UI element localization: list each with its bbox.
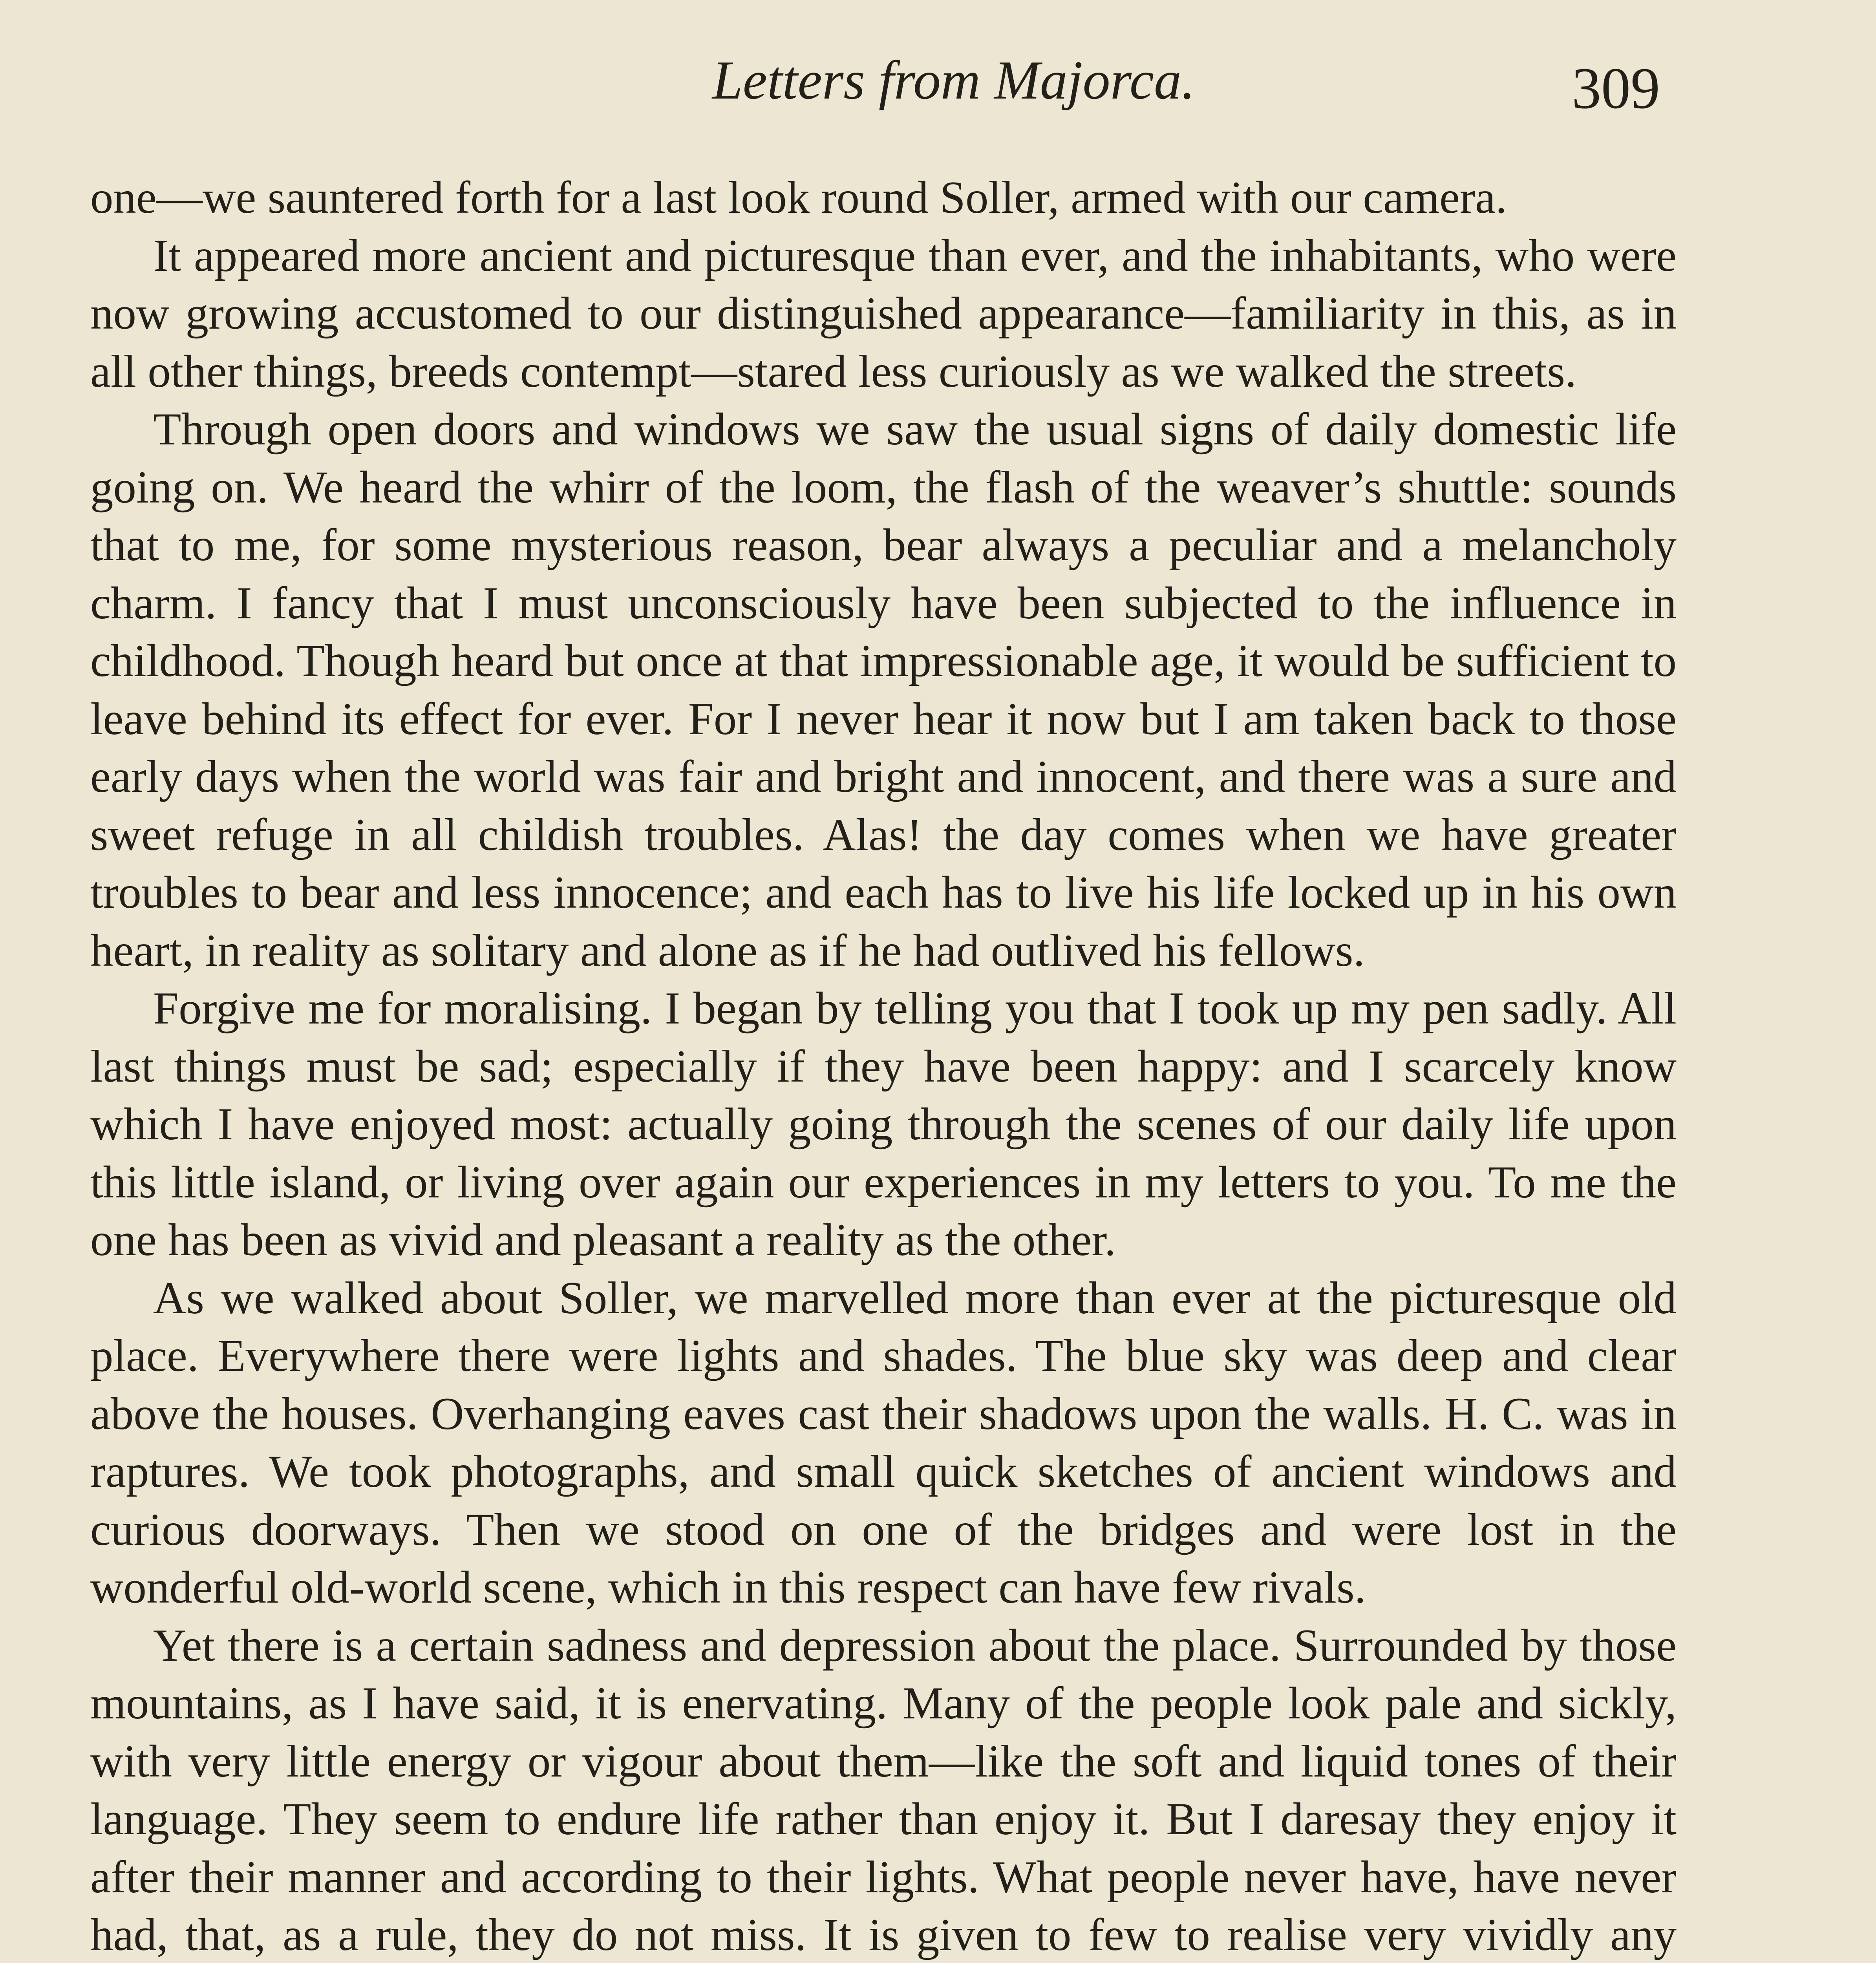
page-number: 309 <box>1572 56 1660 121</box>
paragraph: Yet there is a certain sadness and depression about the place. Surrounded by those mountains, as I have said, it is enervating. Many of the people look pale and sickly, with very little energy or vigour about them—like the soft and liquid tones of their language. They seem to endure life rather than enjoy it. But I daresay they enjoy it after their manner and according to their lights. What people never have, have never had, that, as a rule, they do not miss. It is given to few to realise very vividly any <box>90 1620 1677 1960</box>
paragraph: Forgive me for moralising. I began by telling you that I took up my pen sadly. All last things must be sad; especially if they have been happy: and I scarcely know which I have enjoyed most: actually going through the scenes of our daily life upon this little island, or living over again our experiences in my letters to you. To me the one has been as vivid and pleasant a reality as the other. <box>90 983 1677 1265</box>
paragraph: It appeared more ancient and picturesque than ever, and the inhabitants, who were now growing accustomed to our distinguished appearance—familiarity in this, as in all other things, breeds contempt—stared less curiously as we walked the streets. <box>90 230 1677 397</box>
paragraph: As we walked about Soller, we marvelled more than ever at the picturesque old place. Everywhere there were lights and shades. The blue sky was deep and clear above the houses. Overhanging eaves cast their shadows upon the walls. H. C. was in raptures. We took photographs, and small quick sketches of ancient windows and curious doorways. Then we stood on one of the bridges and were lost in the wonderful old-world scene, which in this respect can have few rivals. <box>90 1272 1677 1613</box>
paragraph: one—we sauntered forth for a last look round Soller, armed with our camera. <box>90 172 1507 223</box>
paragraph: Through open doors and windows we saw the usual signs of daily domestic life going on. We heard the whirr of the loom, the flash of the weaver’s shuttle: sounds that to me, for some mysterious reason, bear always a peculiar and a melancholy charm. I fancy that I must unconsciously have been subjected to the influence in childhood. Though heard but once at that impressionable age, it would be sufficient to leave behind its effect for ever. For I never hear it now but I am taken back to those early days when the world was fair and bright and innocent, and there was a sure and sweet refuge in all childish troubles. Alas! the day comes when we have greater troubles to bear and less innocence; and each has to live his life locked up in his own heart, in reality as solitary and alone as if he had outlived his fellows. <box>90 404 1677 976</box>
running-title: Letters from Majorca. <box>712 50 1196 111</box>
body-text <box>90 169 1677 1963</box>
